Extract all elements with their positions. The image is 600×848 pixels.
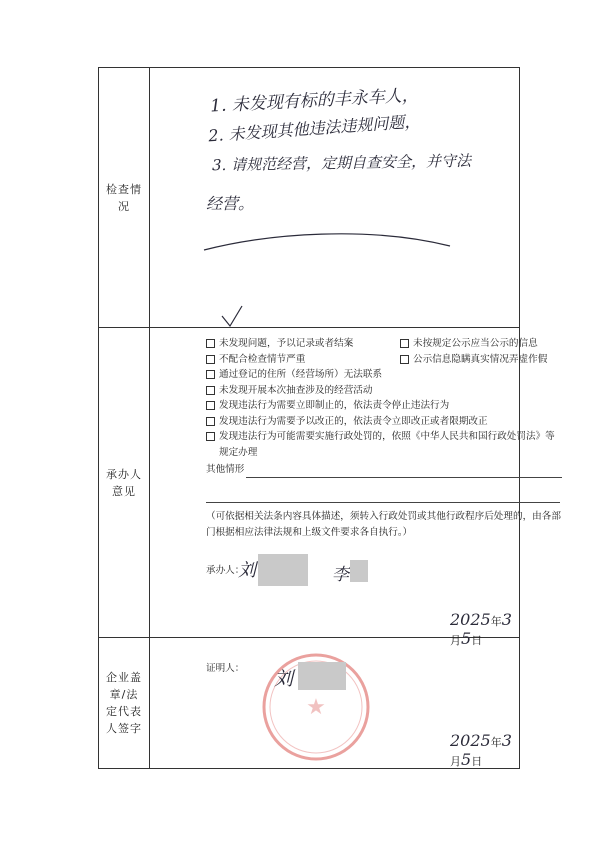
witness-signature-visible: 刘 <box>274 668 294 690</box>
option-unreachable[interactable]: 通过登记的住所（经营场所）无法联系 <box>206 367 382 383</box>
redacted-signature-2 <box>350 560 368 582</box>
checkbox[interactable] <box>400 355 409 364</box>
handwriting-line-3: 3. 请规范经营，定期自查安全，并守法 <box>211 151 472 175</box>
witness-label: 证明人： <box>206 663 245 674</box>
handler-signature-visible: 刘 <box>238 560 256 581</box>
inspection-form-table <box>98 67 561 769</box>
opinion-note: （可依据相关法条内容具体描述，须转入行政处罚或其他行政程序后处理的，由各部门根据相应法律法规和上级文件要求各自执行。） <box>206 510 561 538</box>
checkbox[interactable] <box>206 339 215 348</box>
other-situation-field[interactable] <box>246 465 562 478</box>
inspection-label-cell <box>99 68 150 328</box>
checkbox[interactable] <box>206 370 215 379</box>
opinion-content <box>150 328 561 648</box>
checkbox[interactable] <box>206 386 215 395</box>
company-date: 2025年3月5日 <box>450 731 512 769</box>
redacted-signature <box>258 554 308 586</box>
company-content <box>150 638 520 769</box>
checkbox[interactable] <box>206 417 215 426</box>
option-non-cooperation[interactable]: 不配合检查情节严重 <box>206 352 400 368</box>
option-no-activity[interactable]: 未发现开展本次抽查涉及的经营活动 <box>206 383 373 399</box>
inspection-label: 检查情况 <box>106 182 142 213</box>
blank-line <box>206 478 560 503</box>
redacted-witness-signature <box>298 662 346 690</box>
checkbox[interactable] <box>206 401 215 410</box>
handler-signature-2-visible: 李 <box>332 565 349 585</box>
opinion-label: 承办人意见 <box>106 467 142 498</box>
pen-stroke-marks <box>150 68 522 328</box>
option-stop-violation[interactable]: 发现违法行为需要立即制止的，依法责令停止违法行为 <box>206 398 449 414</box>
checkbox[interactable] <box>206 432 215 441</box>
opinion-label-cell <box>99 328 150 638</box>
checkbox[interactable] <box>400 339 409 348</box>
other-situation-label: 其他情形 <box>206 464 245 475</box>
other-situation <box>206 462 562 478</box>
option-correct-violation[interactable]: 发现违法行为需要予以改正的，依法责令立即改正或者限期改正 <box>206 414 488 430</box>
option-no-problem[interactable]: 未发现问题，予以记录或者结案 <box>206 336 400 352</box>
option-false-disclosure[interactable]: 公示信息隐瞒真实情况弄虚作假 <box>400 352 547 368</box>
handwriting-line-4: 经营。 <box>206 194 255 213</box>
option-administrative-penalty[interactable]: 发现违法行为可能需要实施行政处罚的，依照《中华人民共和国行政处罚法》等规定办理 <box>206 429 562 460</box>
inspection-content <box>150 68 520 328</box>
opinion-date: 2025年3月5日 <box>450 610 512 648</box>
option-not-disclosed[interactable]: 未按规定公示应当公示的信息 <box>400 336 538 352</box>
handwriting-line-2: 2. 未发现其他违法违规问题， <box>207 111 421 146</box>
svg-text:★: ★ <box>306 695 326 720</box>
opinion-options <box>206 336 562 541</box>
company-label-cell <box>99 638 150 769</box>
checkbox[interactable] <box>206 355 215 364</box>
handwriting-line-1: 1. 未发现有标的丰永车人， <box>209 85 420 117</box>
handler-label: 承办人： <box>206 565 245 576</box>
company-label: 企业盖章/法定代表人签字 <box>106 671 142 735</box>
